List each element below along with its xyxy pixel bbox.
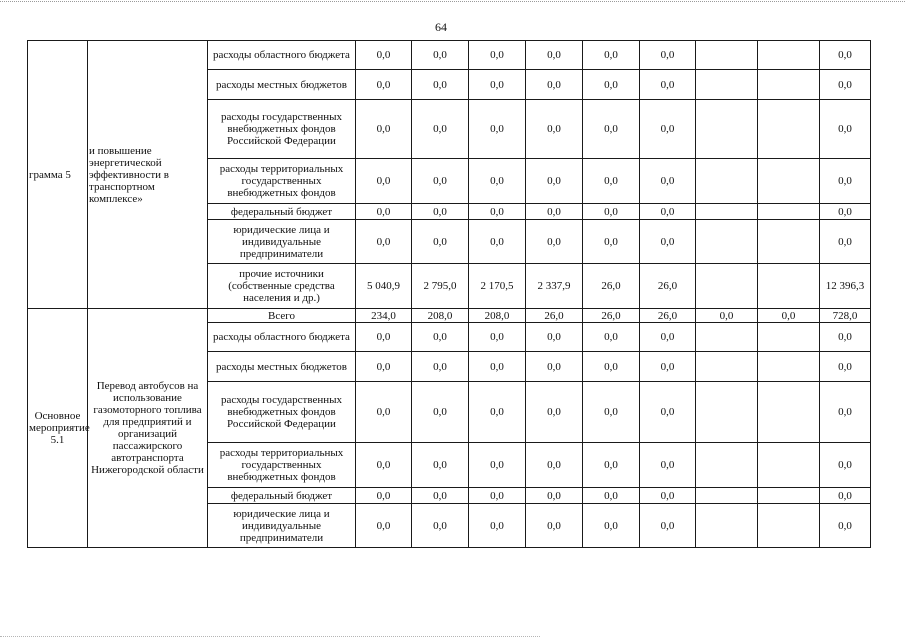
value-cell <box>696 323 758 352</box>
funding-source: расходы государственных внебюджетных фондов Российской Федерации <box>208 100 356 159</box>
value-cell <box>696 264 758 309</box>
value-cell <box>696 100 758 159</box>
value-cell: 0,0 <box>640 159 696 204</box>
total-cell: 0,0 <box>820 159 871 204</box>
funding-source: федеральный бюджет <box>208 204 356 220</box>
scan-bottom-edge <box>0 636 540 638</box>
value-cell: 0,0 <box>412 41 469 70</box>
value-cell: 0,0 <box>356 70 412 100</box>
value-cell <box>758 264 820 309</box>
value-cell: 0,0 <box>758 309 820 323</box>
value-cell: 0,0 <box>469 70 526 100</box>
value-cell: 0,0 <box>356 443 412 488</box>
value-cell: 208,0 <box>412 309 469 323</box>
total-cell: 0,0 <box>820 204 871 220</box>
main-activity-label: Основное мероприятие 5.1 <box>28 309 88 548</box>
value-cell <box>696 504 758 548</box>
value-cell <box>696 159 758 204</box>
value-cell: 2 170,5 <box>469 264 526 309</box>
value-cell: 0,0 <box>583 352 640 382</box>
funding-table <box>27 40 871 548</box>
value-cell: 0,0 <box>469 488 526 504</box>
value-cell: 0,0 <box>526 70 583 100</box>
value-cell <box>696 41 758 70</box>
value-cell: 0,0 <box>356 220 412 264</box>
value-cell <box>758 159 820 204</box>
value-cell: 0,0 <box>526 41 583 70</box>
value-cell: 0,0 <box>583 504 640 548</box>
value-cell: 0,0 <box>412 159 469 204</box>
value-cell <box>758 220 820 264</box>
total-cell: 0,0 <box>820 443 871 488</box>
value-cell: 0,0 <box>412 323 469 352</box>
value-cell <box>758 352 820 382</box>
value-cell: 0,0 <box>583 100 640 159</box>
value-cell: 0,0 <box>469 382 526 443</box>
total-cell: 12 396,3 <box>820 264 871 309</box>
funding-source: расходы областного бюджета <box>208 323 356 352</box>
funding-source: федеральный бюджет <box>208 488 356 504</box>
value-cell: 0,0 <box>356 504 412 548</box>
value-cell: 26,0 <box>640 309 696 323</box>
value-cell: 0,0 <box>583 443 640 488</box>
funding-source: расходы местных бюджетов <box>208 352 356 382</box>
subprogram-label: грамма 5 <box>28 41 88 309</box>
value-cell: 0,0 <box>412 70 469 100</box>
total-cell: 0,0 <box>820 323 871 352</box>
total-cell: 0,0 <box>820 70 871 100</box>
value-cell: 0,0 <box>640 204 696 220</box>
value-cell: 0,0 <box>469 443 526 488</box>
value-cell: 0,0 <box>526 382 583 443</box>
funding-source: расходы местных бюджетов <box>208 70 356 100</box>
funding-source: расходы государственных внебюджетных фондов Российской Федерации <box>208 382 356 443</box>
value-cell <box>696 488 758 504</box>
total-cell: 0,0 <box>820 352 871 382</box>
value-cell: 0,0 <box>640 488 696 504</box>
value-cell: 0,0 <box>469 100 526 159</box>
value-cell: 26,0 <box>526 309 583 323</box>
value-cell: 0,0 <box>696 309 758 323</box>
value-cell: 0,0 <box>640 504 696 548</box>
value-cell <box>758 70 820 100</box>
total-cell: 0,0 <box>820 220 871 264</box>
value-cell: 0,0 <box>356 352 412 382</box>
value-cell: 0,0 <box>469 204 526 220</box>
value-cell: 0,0 <box>412 382 469 443</box>
value-cell: 0,0 <box>412 352 469 382</box>
total-cell: 0,0 <box>820 504 871 548</box>
total-cell: 0,0 <box>820 100 871 159</box>
value-cell: 2 795,0 <box>412 264 469 309</box>
table-row <box>28 309 871 323</box>
value-cell: 0,0 <box>356 204 412 220</box>
value-cell: 0,0 <box>469 220 526 264</box>
scan-top-edge <box>0 1 905 3</box>
value-cell: 0,0 <box>526 159 583 204</box>
value-cell <box>758 100 820 159</box>
value-cell <box>696 204 758 220</box>
value-cell: 0,0 <box>583 70 640 100</box>
value-cell: 0,0 <box>412 443 469 488</box>
value-cell: 0,0 <box>526 443 583 488</box>
value-cell: 5 040,9 <box>356 264 412 309</box>
subprogram-title: и повышение энергетической эффективности в транспортном комплексе» <box>88 41 208 309</box>
value-cell: 0,0 <box>583 382 640 443</box>
value-cell: 26,0 <box>583 309 640 323</box>
value-cell: 2 337,9 <box>526 264 583 309</box>
value-cell: 0,0 <box>469 504 526 548</box>
value-cell: 0,0 <box>526 204 583 220</box>
block-subprogram-5 <box>28 41 871 309</box>
table-row <box>28 41 871 70</box>
value-cell: 0,0 <box>583 159 640 204</box>
value-cell: 0,0 <box>640 323 696 352</box>
activity-description: Перевод автобусов на использование газомоторного топлива для предприятий и организаций пассажирского автотранспорта Нижегородской области <box>88 309 208 548</box>
value-cell: 26,0 <box>640 264 696 309</box>
value-cell: 0,0 <box>469 41 526 70</box>
value-cell: 0,0 <box>526 220 583 264</box>
page-number: 64 <box>435 20 447 34</box>
value-cell <box>758 382 820 443</box>
value-cell: 0,0 <box>412 204 469 220</box>
value-cell <box>758 504 820 548</box>
total-cell: 0,0 <box>820 382 871 443</box>
value-cell: 0,0 <box>469 352 526 382</box>
funding-source: юридические лица и индивидуальные предприниматели <box>208 504 356 548</box>
value-cell: 0,0 <box>356 488 412 504</box>
value-cell: 234,0 <box>356 309 412 323</box>
value-cell <box>758 443 820 488</box>
value-cell: 0,0 <box>526 352 583 382</box>
value-cell <box>696 352 758 382</box>
value-cell: 0,0 <box>583 41 640 70</box>
funding-source: расходы территориальных государственных внебюджетных фондов <box>208 159 356 204</box>
block-main-activity-5-1 <box>28 309 871 548</box>
value-cell <box>758 488 820 504</box>
value-cell: 0,0 <box>526 488 583 504</box>
value-cell: 0,0 <box>412 504 469 548</box>
value-cell: 208,0 <box>469 309 526 323</box>
value-cell: 0,0 <box>356 159 412 204</box>
value-cell: 0,0 <box>412 100 469 159</box>
total-cell: 728,0 <box>820 309 871 323</box>
value-cell: 0,0 <box>469 323 526 352</box>
total-cell: 0,0 <box>820 488 871 504</box>
value-cell <box>696 382 758 443</box>
value-cell <box>696 70 758 100</box>
value-cell: 0,0 <box>412 488 469 504</box>
value-cell <box>696 443 758 488</box>
funding-source: юридические лица и индивидуальные предприниматели <box>208 220 356 264</box>
value-cell: 0,0 <box>412 220 469 264</box>
value-cell: 0,0 <box>640 382 696 443</box>
value-cell: 0,0 <box>526 323 583 352</box>
value-cell: 0,0 <box>356 100 412 159</box>
value-cell: 0,0 <box>526 100 583 159</box>
value-cell: 0,0 <box>640 70 696 100</box>
value-cell: 0,0 <box>526 504 583 548</box>
total-cell: 0,0 <box>820 41 871 70</box>
funding-source: расходы областного бюджета <box>208 41 356 70</box>
value-cell <box>758 41 820 70</box>
funding-source: расходы территориальных государственных внебюджетных фондов <box>208 443 356 488</box>
value-cell <box>758 323 820 352</box>
value-cell: 0,0 <box>356 323 412 352</box>
funding-source: прочие источники (собственные средства населения и др.) <box>208 264 356 309</box>
value-cell: 0,0 <box>356 382 412 443</box>
value-cell: 26,0 <box>583 264 640 309</box>
funding-source: Всего <box>208 309 356 323</box>
value-cell: 0,0 <box>583 220 640 264</box>
value-cell: 0,0 <box>356 41 412 70</box>
value-cell: 0,0 <box>469 159 526 204</box>
value-cell <box>696 220 758 264</box>
value-cell: 0,0 <box>640 100 696 159</box>
value-cell <box>758 204 820 220</box>
value-cell: 0,0 <box>583 323 640 352</box>
value-cell: 0,0 <box>583 488 640 504</box>
value-cell: 0,0 <box>640 443 696 488</box>
value-cell: 0,0 <box>583 204 640 220</box>
value-cell: 0,0 <box>640 220 696 264</box>
value-cell: 0,0 <box>640 41 696 70</box>
value-cell: 0,0 <box>640 352 696 382</box>
